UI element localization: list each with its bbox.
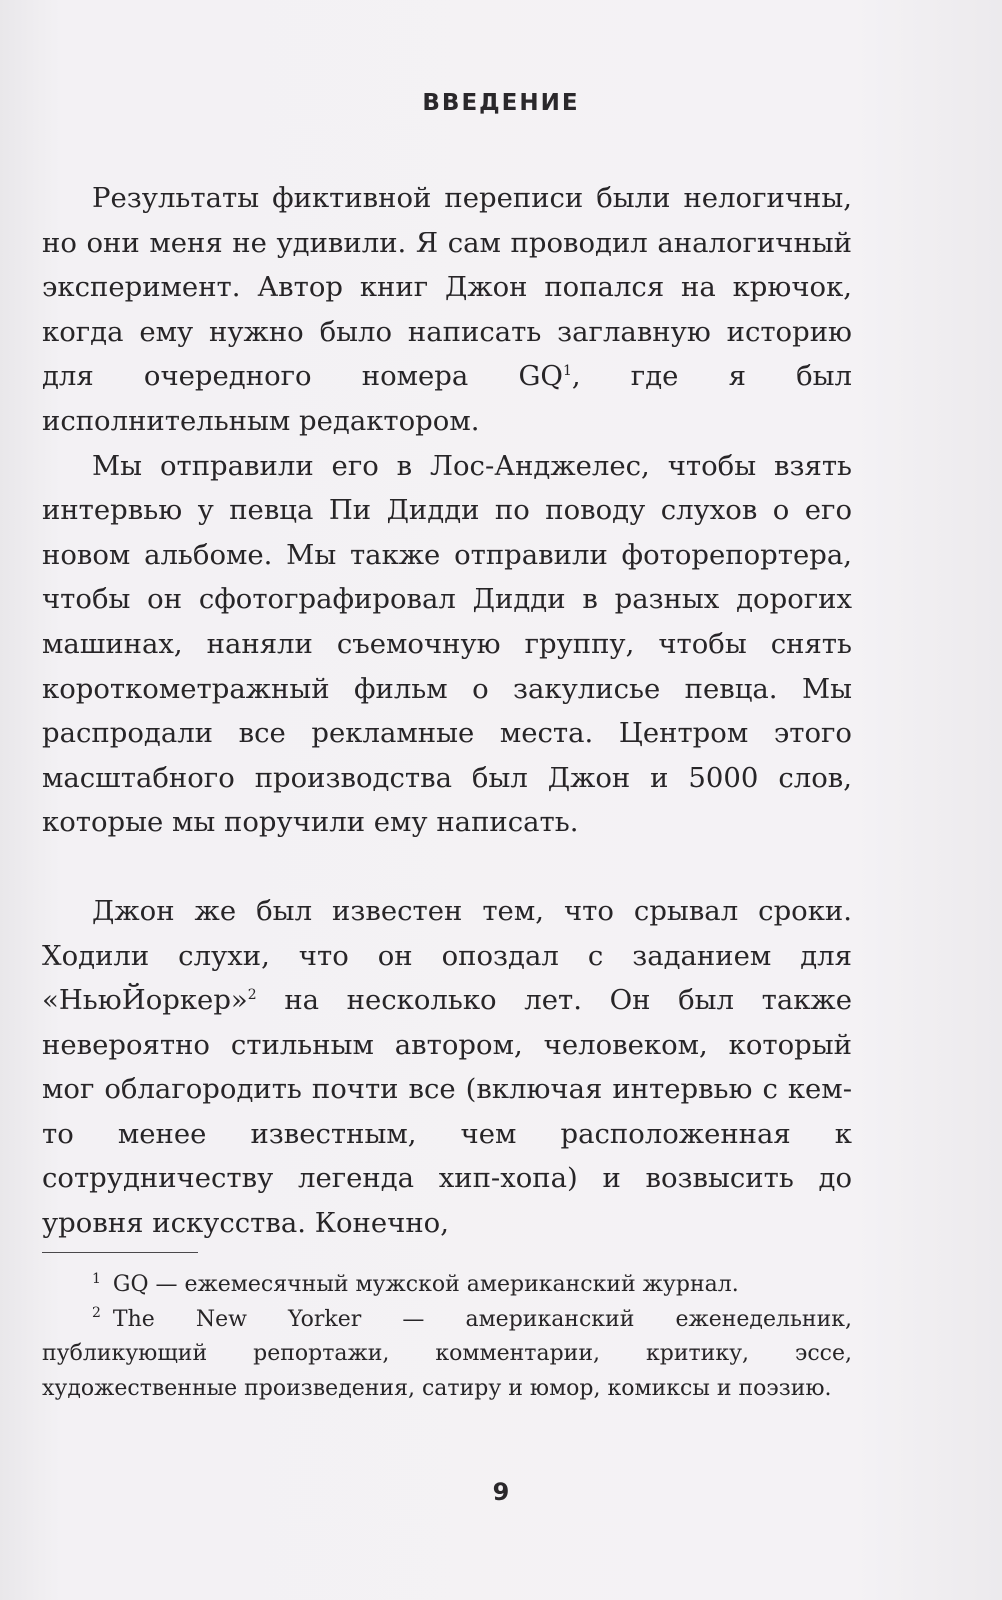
footnote-2 <box>42 1303 852 1407</box>
paragraph-3 <box>42 889 852 1246</box>
paragraph-1 <box>42 176 852 444</box>
main-text <box>42 176 852 1246</box>
paragraph-2 <box>42 444 852 845</box>
footnotes <box>42 1268 852 1406</box>
paragraph-1-text: Результаты фиктивной переписи были нелогичны, но они меня не удивили. Я сам проводил аналогичный эксперимент. Автор книг Джон попался на крючок, когда ему нужно было написать заглавную историю для очередного номера GQ <box>42 182 852 393</box>
paragraph-1-text-after: , где я был исполнительным редактором. <box>42 360 852 437</box>
paragraph-3-text: Джон же был известен тем, что срывал сроки. Ходили слухи, что он опоздал с заданием для «НьюЙоркер» <box>42 894 852 1017</box>
paragraph-3-text-after: на несколько лет. Он был также невероятно стильным автором, человеком, который мог облагородить почти все (включая интервью с кем-то менее известным, чем расположенная к сотрудничеству легенда хип-хопа) и возвысить до уровня искусства. Конечно, <box>42 984 852 1240</box>
footnote-1-text: GQ — ежемесячный мужской американский журнал. <box>112 1272 739 1297</box>
paragraph-2-text: Мы отправили его в Лос-Анджелес, чтобы взять интервью у певца Пи Дидди по поводу слухов о его новом альбоме. Мы также отправили фоторепортера, чтобы он сфотографировал Дидди в разных дорогих машинах, наняли съемочную группу, чтобы снять короткометражный фильм о закулисье певца. Мы распродали все рекламные места. Центром этого масштабного производства был Джон и 5000 слов, которые мы поручили ему написать. <box>42 449 852 839</box>
footnote-2-text: The New Yorker — американский еженедельник, публикующий репортажи, комментарии, критику, эссе, художественные произведения, сатиру и юмор, комиксы и поэзию. <box>42 1306 852 1401</box>
footnote-divider <box>42 1252 198 1253</box>
footnote-1-mark: 1 <box>92 1270 101 1287</box>
footnote-1 <box>42 1268 852 1303</box>
footnote-ref-1: 1 <box>562 363 572 380</box>
footnote-2-mark: 2 <box>92 1305 101 1322</box>
footnote-ref-2: 2 <box>247 986 257 1003</box>
page-number: 9 <box>492 1478 510 1506</box>
running-header: ВВЕДЕНИЕ <box>422 90 580 116</box>
